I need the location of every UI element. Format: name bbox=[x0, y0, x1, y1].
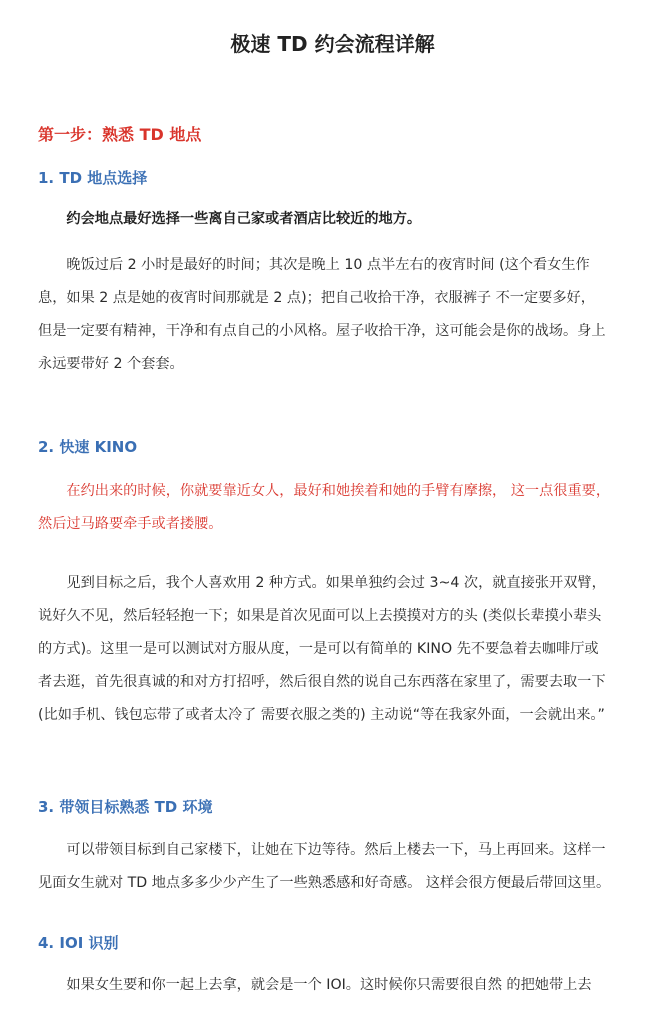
text-line: 在约出来的时候，你就要靠近女人，最好和她挨着和她的手臂有摩擦， 这一点很重要， bbox=[66, 483, 611, 499]
section-4-paragraph bbox=[38, 969, 638, 1002]
text-line: 如果女生要和你一起上去拿，就会是一个 IOI。这时候你只需要很自然 的把她带上去 bbox=[66, 977, 592, 993]
section-1-key-sentence bbox=[38, 203, 638, 236]
section-2-paragraph bbox=[38, 567, 638, 732]
section-2-highlight bbox=[38, 475, 638, 541]
text-line: 约会地点最好选择一些离自己家或者酒店比较近的地方。 bbox=[66, 211, 422, 227]
section-1-paragraph bbox=[38, 249, 638, 381]
document-title: 极速 TD 约会流程详解 bbox=[230, 32, 435, 56]
step-one-title: 第一步：熟悉 TD 地点 bbox=[38, 125, 202, 144]
text-line: 永远要带好 2 个套套。 bbox=[38, 356, 184, 372]
text-line: 的方式)。这里一是可以测试对方服从度，一是可以有简单的 KINO 先不要急着去咖啡厅或 bbox=[38, 641, 599, 657]
text-line: 然后过马路要牵手或者搂腰。 bbox=[38, 516, 223, 532]
section-heading-ioi: 4. IOI 识别 bbox=[38, 934, 119, 952]
text-line: 见面女生就对 TD 地点多多少少产生了一些熟悉感和好奇感。 这样会很方便最后带回这里。 bbox=[38, 875, 611, 891]
text-line: 说好久不见，然后轻轻抱一下；如果是首次见面可以上去摸摸对方的头 (类似长辈摸小辈头 bbox=[38, 608, 602, 624]
text-line: 但是一定要有精神，干净和有点自己的小风格。屋子收拾干净，这可能会是你的战场。身上 bbox=[38, 323, 606, 339]
text-line: (比如手机、钱包忘带了或者太冷了 需要衣服之类的) 主动说“等在我家外面，一会就出来。” bbox=[38, 707, 605, 723]
text-line: 见到目标之后，我个人喜欢用 2 种方式。如果单独约会过 3~4 次，就直接张开双臂， bbox=[66, 575, 606, 591]
text-line: 者去逛，首先很真诚的和对方打招呼，然后很自然的说自己东西落在家里了，需要去取一下 bbox=[38, 674, 606, 690]
section-heading-quick-kino: 2. 快速 KINO bbox=[38, 438, 138, 456]
text-line: 晚饭过后 2 小时是最好的时间；其次是晚上 10 点半左右的夜宵时间 (这个看女生作 bbox=[66, 257, 590, 273]
text-line: 息，如果 2 点是她的夜宵时间那就是 2 点)；把自己收拾干净，衣服裤子 不一定要多好， bbox=[38, 290, 595, 306]
section-heading-td-location: 1. TD 地点选择 bbox=[38, 169, 148, 187]
section-heading-familiarize-td: 3. 带领目标熟悉 TD 环境 bbox=[38, 798, 213, 816]
section-3-paragraph bbox=[38, 834, 638, 900]
text-line: 可以带领目标到自己家楼下，让她在下边等待。然后上楼去一下，马上再回来。这样一 bbox=[66, 842, 606, 858]
